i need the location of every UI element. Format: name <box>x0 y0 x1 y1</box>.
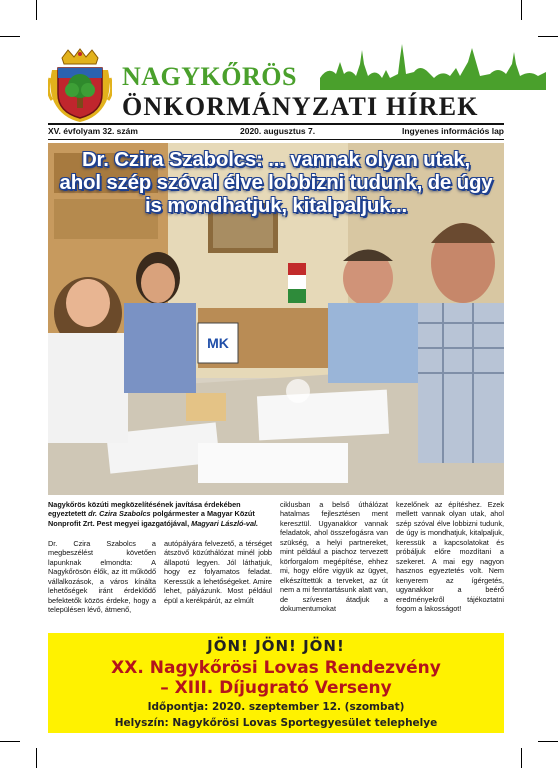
article-column-2 <box>164 539 272 605</box>
banner-event-title: XX. Nagykőrösi Lovas Rendezvény <box>111 658 441 678</box>
masthead <box>44 44 512 122</box>
crop-mark <box>36 748 37 768</box>
article-column-3 <box>280 500 388 613</box>
divider <box>48 123 504 125</box>
crop-mark <box>0 741 20 742</box>
issue-info-bar <box>48 126 504 138</box>
article-paragraph: ciklusban a belső úthálózat hatalmas fejlesztésen ment keresztül. Ugyanakkor vannak feladatok, ahol összefogásra van szükség, a helyi partnereket, mint például a piachoz tervezett körforgalom megépítése, ehhez mi, hogy előre vigyük az ügyet, elkészíttettük a terveket, az út nem a mi fenntartásunk alatt van, de szívesen átadjuk a dokumentumokat <box>280 500 388 613</box>
article-column-1 <box>48 539 156 615</box>
table-sign-logo: MK <box>207 335 229 351</box>
event-banner <box>48 633 504 733</box>
issue-number: XV. évfolyam 32. szám <box>48 126 138 136</box>
city-coat-of-arms-icon <box>48 48 112 122</box>
lead-text: polgármester a Magyar Közút Nonprofit Zrt. Pest megyei igazgatójával, <box>48 509 255 528</box>
headline-line: ahol szép szóval élve lobbizni tudunk, de úgy <box>59 171 493 194</box>
article-column-4 <box>396 500 504 613</box>
lead-name: Magyari László-val. <box>191 518 259 528</box>
banner-event-subtitle: – XIII. Díjugrató Verseny <box>160 678 392 698</box>
lead-name: dr. Czira Szabolcs <box>88 509 151 519</box>
crop-mark <box>36 0 37 20</box>
green-city-skyline-icon <box>320 44 546 90</box>
article-paragraph: Dr. Czira Szabolcs a megbeszélést követően lapunknak elmondta: A Nagykőrösön élők, az itt működő vállalkozások, a város kínálta lehetőségek iránt érdeklődő befektetők közös érdeke, hogy a településen lévő, átmenő, <box>48 539 156 615</box>
cover-photo <box>48 143 504 495</box>
crop-mark <box>538 36 558 37</box>
crop-mark <box>521 0 522 20</box>
article-lead <box>48 500 272 528</box>
banner-venue: Helyszín: Nagykőrösi Lovas Sportegyesület telephelye <box>114 717 438 729</box>
issue-date: 2020. augusztus 7. <box>240 126 316 136</box>
cover-headline <box>48 148 504 217</box>
brand-name: NAGYKŐRÖS <box>122 62 297 91</box>
banner-teaser: JÖN! JÖN! JÖN! <box>207 637 345 655</box>
headline-line: Dr. Czira Szabolcs: ... vannak olyan utak, <box>81 148 471 171</box>
publication-title: ÖNKORMÁNYZATI HÍREK <box>122 92 479 121</box>
crop-mark <box>0 36 20 37</box>
lead-text: Nagykőrös közúti megközelítésének javítása érdekében egyeztetett <box>48 500 241 519</box>
tagline: Ingyenes információs lap <box>401 126 504 136</box>
banner-date: Időpontja: 2020. szeptember 12. (szombat) <box>147 701 405 713</box>
headline-line: is mondhatjuk, kitalpaljuk... <box>145 194 407 217</box>
crop-mark <box>538 741 558 742</box>
article-paragraph: kezelőnek az építéshez. Ezek mellett vannak olyan utak, ahol szép szóval élve lobbizni tudunk, de úgy is mondhatjuk, kitalpaljuk, keressük a kapcsolatokat és próbáljuk előre mozdítani a szekeret. A mai egy nagyon hasznos egyeztetés volt. Nem kenyerem az ígérgetés, ugyanakkor a beérő eredményekről tájékoztatni fogom a lakosságot! <box>396 500 504 613</box>
divider <box>48 139 504 140</box>
crop-mark <box>521 748 522 768</box>
article-paragraph: autópályára felvezető, a térséget átszövő közúthálózat minél jobb állapotú legyen. Jól láthatjuk, hogy ez folyamatos feladat. Keressük a lehetőségeket. Amire lehet, pályázunk. Most például épül a kerékpárút, az elmúlt <box>164 539 272 605</box>
